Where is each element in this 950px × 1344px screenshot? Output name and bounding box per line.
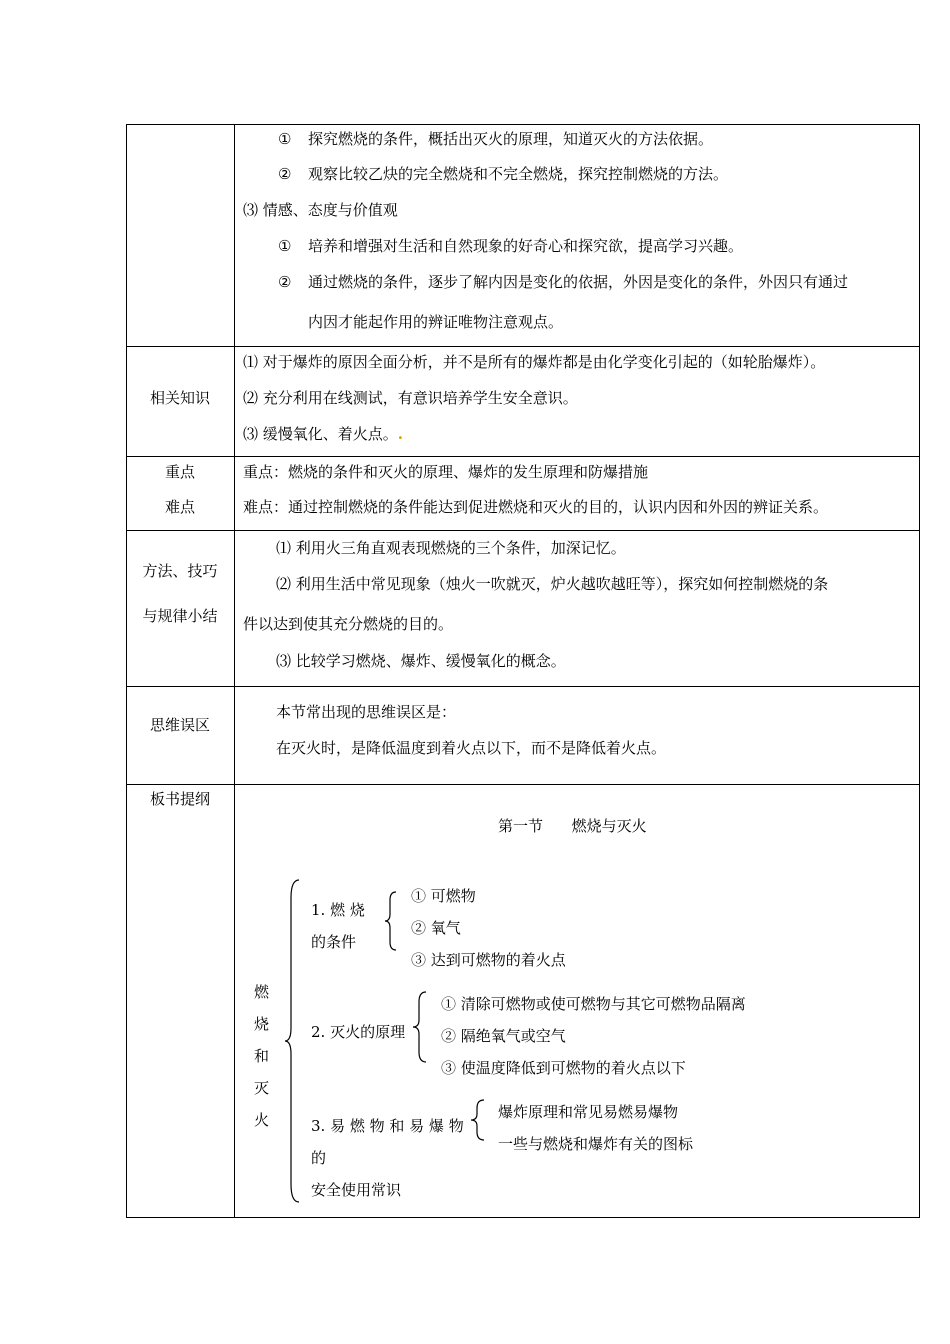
row-label-key: 重点 <box>164 463 195 481</box>
group1-label-continued: 的条件 <box>311 933 357 951</box>
group1-item: ③ 达到可燃物的着火点 <box>411 951 566 969</box>
related-item-text: ⑶ 缓慢氧化、着火点。 <box>243 425 398 443</box>
related-item: ⑴ 对于爆炸的原因全面分析，并不是所有的爆炸都是由化学变化引起的（如轮胎爆炸）。 <box>243 353 826 371</box>
group1-label: 1. 燃 烧 <box>311 901 365 919</box>
group2-item: ② 隔绝氧气或空气 <box>441 1027 566 1045</box>
group3-label: 3. 易 燃 物 和 易 爆 物 <box>311 1117 464 1135</box>
method-item-continued: 件以达到使其充分燃烧的目的。 <box>243 615 454 633</box>
objective-item: 培养和增强对生活和自然现象的好奇心和探究欲，提高学习兴趣。 <box>308 237 744 255</box>
board-title: 第一节 燃烧与灭火 <box>498 817 647 835</box>
row-label-difficult: 难点 <box>164 498 195 516</box>
misconception-intro: 本节常出现的思维误区是： <box>276 703 457 721</box>
root-char: 燃 <box>254 983 270 1001</box>
row-label-related: 相关知识 <box>149 389 210 407</box>
method-item: ⑵ 利用生活中常见现象（烛火一吹就灭，炉火越吹越旺等），探究如何控制燃烧的条 <box>276 575 829 593</box>
group2-item: ① 清除可燃物或使可燃物与其它可燃物品隔离 <box>441 995 746 1013</box>
objective-item: 观察比较乙炔的完全燃烧和不完全燃烧，探究控制燃烧的方法。 <box>308 165 729 183</box>
item-number: ① <box>278 130 292 148</box>
item-number: ② <box>278 165 292 183</box>
table-border-right <box>919 124 920 1218</box>
group3-label-continued: 安全使用常识 <box>311 1181 402 1199</box>
row-divider <box>126 456 920 457</box>
key-point: 重点：燃烧的条件和灭火的原理、爆炸的发生原理和防爆措施 <box>243 463 649 481</box>
row-label-board: 板书提纲 <box>149 790 210 808</box>
group2-item: ③ 使温度降低到可燃物的着火点以下 <box>441 1059 686 1077</box>
row-divider <box>126 686 920 687</box>
row-divider <box>126 530 920 531</box>
objective-item-continued: 内因才能起作用的辨证唯物注意观点。 <box>308 313 564 331</box>
table-border-left <box>126 124 127 1218</box>
row-label-misconception: 思维误区 <box>149 716 210 734</box>
root-char: 火 <box>254 1111 270 1129</box>
outline-brace-group3 <box>470 1098 488 1142</box>
related-item <box>243 424 403 444</box>
misconception-text: 在灭火时，是降低温度到着火点以下，而不是降低着火点。 <box>276 739 667 757</box>
outline-brace-group1 <box>384 890 400 952</box>
method-item: ⑶ 比较学习燃烧、爆炸、缓慢氧化的概念。 <box>276 652 566 670</box>
row-label-methods-1: 方法、技巧 <box>142 562 218 580</box>
outline-brace-root <box>284 878 304 1204</box>
item-number: ② <box>278 273 292 291</box>
lesson-plan-table <box>126 124 920 1218</box>
root-char: 灭 <box>254 1079 270 1097</box>
group1-item: ① 可燃物 <box>411 887 476 905</box>
group3-label-continued: 的 <box>311 1149 327 1167</box>
objective-item: 通过燃烧的条件，逐步了解内因是变化的依据，外因是变化的条件，外因只有通过 <box>308 273 849 291</box>
highlight-mark: . <box>397 425 404 443</box>
root-char: 烧 <box>254 1015 270 1033</box>
section-heading: ⑶ 情感、态度与价值观 <box>243 201 398 219</box>
item-number: ① <box>278 237 292 255</box>
group3-item: 一些与燃烧和爆炸有关的图标 <box>498 1135 694 1153</box>
column-divider <box>234 124 235 1218</box>
row-divider <box>126 346 920 347</box>
difficult-point: 难点：通过控制燃烧的条件能达到促进燃烧和灭火的目的，认识内因和外因的辨证关系。 <box>243 498 829 516</box>
table-border-bottom <box>126 1217 920 1218</box>
method-item: ⑴ 利用火三角直观表现燃烧的三个条件，加深记忆。 <box>276 539 626 557</box>
row-label-methods-2: 与规律小结 <box>142 607 218 625</box>
group2-label: 2. 灭火的原理 <box>311 1023 406 1041</box>
objective-item: 探究燃烧的条件，概括出灭火的原理，知道灭火的方法依据。 <box>308 130 714 148</box>
outline-brace-group2 <box>412 990 430 1064</box>
table-border-top <box>126 124 920 125</box>
row-divider <box>126 784 920 785</box>
root-char: 和 <box>254 1047 270 1065</box>
group1-item: ② 氧气 <box>411 919 461 937</box>
related-item: ⑵ 充分利用在线测试，有意识培养学生安全意识。 <box>243 389 578 407</box>
group3-item: 爆炸原理和常见易燃易爆物 <box>498 1103 679 1121</box>
